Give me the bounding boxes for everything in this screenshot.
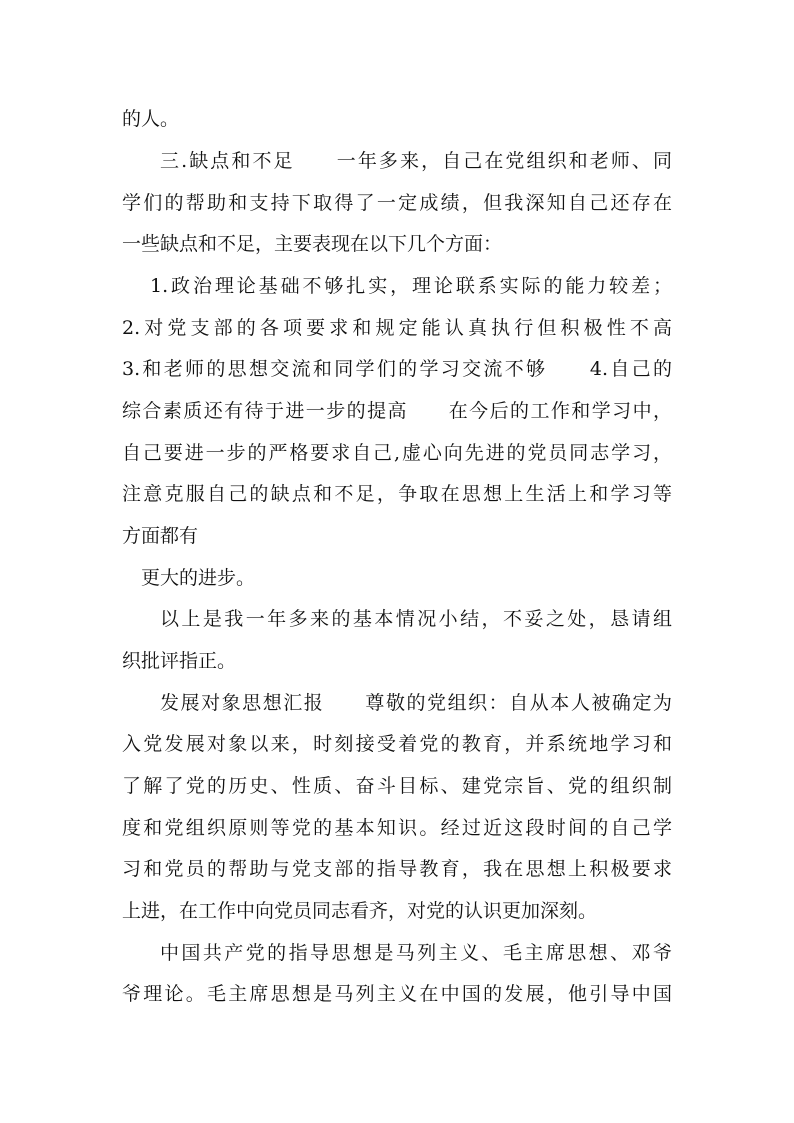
text-line: 的人。 bbox=[122, 108, 180, 130]
text-line: 爷理论。毛主席思想是马列主义在中国的发展，他引导中国 bbox=[122, 983, 672, 1005]
list-item-line: 3.和老师的思想交流和同学们的学习交流不够 4.自己的 bbox=[122, 358, 672, 380]
text-line: 学们的帮助和支持下取得了一定成绩，但我深知自己还存在 bbox=[122, 192, 672, 214]
text-line: 综合素质还有待于进一步的提高 在今后的工作和学习中， bbox=[122, 400, 672, 422]
report-title-line: 发展对象思想汇报 尊敬的党组织：自从本人被确定为 bbox=[160, 692, 672, 714]
text-line: 度和党组织原则等党的基本知识。经过近这段时间的自己学 bbox=[122, 817, 672, 839]
text-line: 入党发展对象以来，时刻接受着党的教育，并系统地学习和 bbox=[122, 733, 672, 755]
text-line: 习和党员的帮助与党支部的指导教育，我在思想上积极要求 bbox=[122, 858, 672, 880]
text-line: 注意克服自己的缺点和不足，争取在思想上生活上和学习等 bbox=[122, 483, 672, 505]
text-line: 更大的进步。 bbox=[141, 567, 256, 589]
text-line: 自己要进一步的严格要求自己,虚心向先进的党员同志学习， bbox=[122, 442, 672, 464]
text-line: 织批评指正。 bbox=[122, 650, 237, 672]
text-line: 了解了党的历史、性质、奋斗目标、建党宗旨、党的组织制 bbox=[122, 775, 672, 797]
text-line: 方面都有 bbox=[122, 525, 199, 547]
list-item-line: 1.政治理论基础不够扎实，理论联系实际的能力较差； bbox=[150, 275, 672, 297]
text-line: 一些缺点和不足，主要表现在以下几个方面： bbox=[122, 233, 503, 255]
section-heading-line: 三.缺点和不足 一年多来，自己在党组织和老师、同 bbox=[160, 150, 672, 172]
text-line: 以上是我一年多来的基本情况小结，不妥之处，恳请组 bbox=[160, 608, 672, 630]
text-line: 上进，在工作中向党员同志看齐，对党的认识更加深刻。 bbox=[122, 900, 598, 922]
list-item-line: 2.对党支部的各项要求和规定能认真执行但积极性不高 bbox=[122, 317, 672, 339]
text-line: 中国共产党的指导思想是马列主义、毛主席思想、邓爷 bbox=[160, 942, 672, 964]
